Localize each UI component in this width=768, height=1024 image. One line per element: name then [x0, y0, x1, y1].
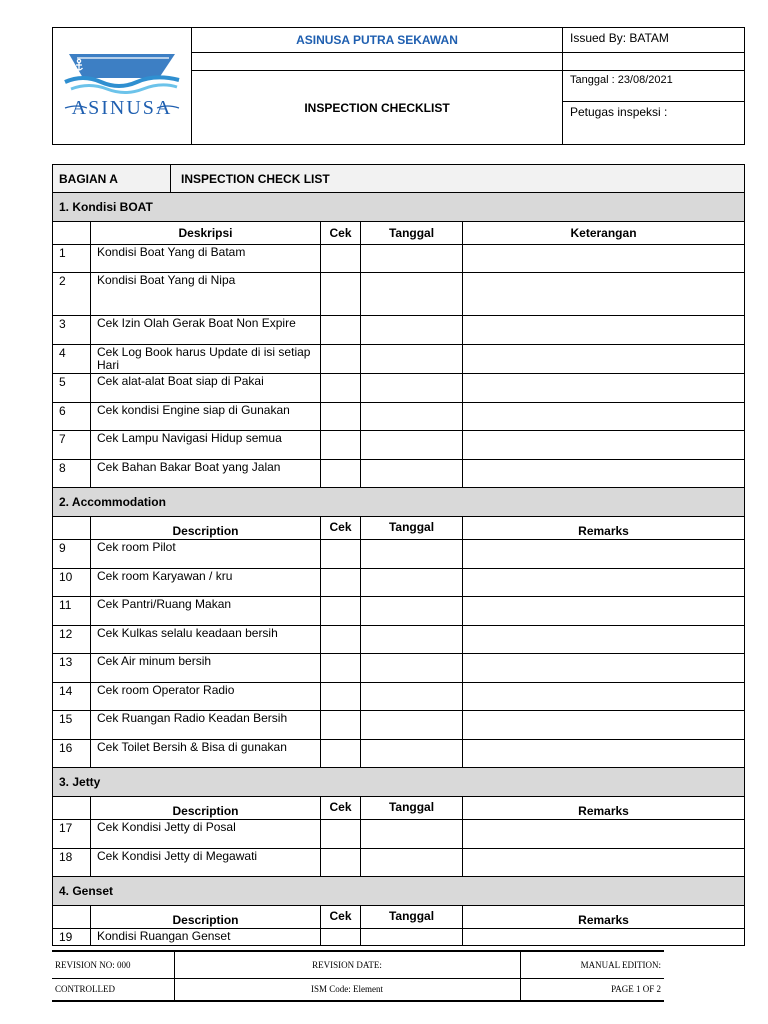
checklist-row	[53, 597, 745, 626]
checklist-row	[53, 431, 745, 460]
item-number: 3	[53, 316, 91, 345]
item-description: Cek Kondisi Jetty di Megawati	[91, 849, 321, 877]
item-description: Cek Kulkas selalu keadaan bersih	[91, 626, 321, 654]
item-description: Cek kondisi Engine siap di Gunakan	[91, 403, 321, 431]
inspection-checklist-table	[52, 164, 745, 946]
remarks-cell[interactable]	[463, 245, 745, 273]
tanggal-cell[interactable]	[361, 345, 463, 374]
item-number: 13	[53, 654, 91, 683]
remarks-cell[interactable]	[463, 711, 745, 740]
column-header-description: Description	[91, 517, 321, 540]
logo-text: ASINUSA	[71, 96, 173, 119]
column-header-tanggal: Tanggal	[361, 906, 463, 929]
cek-cell[interactable]	[321, 740, 361, 768]
cek-cell[interactable]	[321, 569, 361, 597]
item-description: Kondisi Boat Yang di Nipa	[91, 273, 321, 316]
section-header: 1. Kondisi BOAT	[53, 193, 745, 222]
blank-info-cell	[563, 53, 745, 71]
remarks-cell[interactable]	[463, 626, 745, 654]
item-description: Cek Bahan Bakar Boat yang Jalan	[91, 460, 321, 488]
item-description: Cek Air minum bersih	[91, 654, 321, 683]
column-header-row	[53, 517, 745, 540]
tanggal-cell[interactable]	[361, 569, 463, 597]
column-header-cek: Cek	[321, 222, 361, 245]
remarks-cell[interactable]	[463, 374, 745, 403]
column-header-description: Description	[91, 906, 321, 929]
item-number: 17	[53, 820, 91, 849]
item-number: 19	[53, 929, 91, 946]
remarks-cell[interactable]	[463, 273, 745, 316]
asinusa-logo	[57, 48, 187, 122]
tanggal-cell[interactable]	[361, 654, 463, 683]
item-number: 15	[53, 711, 91, 740]
tanggal-cell[interactable]	[361, 597, 463, 626]
remarks-cell[interactable]	[463, 316, 745, 345]
item-description: Cek Toilet Bersih & Bisa di gunakan	[91, 740, 321, 768]
item-number: 2	[53, 273, 91, 316]
cek-cell[interactable]	[321, 711, 361, 740]
item-number: 16	[53, 740, 91, 768]
section-header: 2. Accommodation	[53, 488, 745, 517]
column-header-cek: Cek	[321, 517, 361, 540]
tanggal-cell[interactable]	[361, 540, 463, 569]
item-description: Cek alat-alat Boat siap di Pakai	[91, 374, 321, 403]
remarks-cell[interactable]	[463, 403, 745, 431]
tanggal-cell[interactable]	[361, 849, 463, 877]
cek-cell[interactable]	[321, 849, 361, 877]
tanggal-cell[interactable]	[361, 273, 463, 316]
checklist-row	[53, 626, 745, 654]
checklist-row	[53, 345, 745, 374]
column-header-remarks: Remarks	[463, 906, 745, 929]
remarks-cell[interactable]	[463, 569, 745, 597]
bagian-label: BAGIAN A	[53, 165, 171, 193]
company-name: ASINUSA PUTRA SEKAWAN	[192, 28, 563, 53]
item-number: 10	[53, 569, 91, 597]
item-number: 1	[53, 245, 91, 273]
column-header-remarks: Remarks	[463, 517, 745, 540]
item-number: 11	[53, 597, 91, 626]
column-header-remarks: Remarks	[463, 797, 745, 820]
item-number: 12	[53, 626, 91, 654]
section-header: 4. Genset	[53, 877, 745, 906]
ism-code: ISM Code: Element	[174, 978, 520, 1001]
item-description: Cek room Karyawan / kru	[91, 569, 321, 597]
cek-cell[interactable]	[321, 597, 361, 626]
tanggal-cell[interactable]	[361, 245, 463, 273]
column-header-description: Description	[91, 797, 321, 820]
checklist-row	[53, 374, 745, 403]
cek-cell[interactable]	[321, 316, 361, 345]
column-header-cek: Cek	[321, 906, 361, 929]
item-description: Cek Izin Olah Gerak Boat Non Expire	[91, 316, 321, 345]
column-header-number	[53, 222, 91, 245]
cek-cell[interactable]	[321, 820, 361, 849]
remarks-cell[interactable]	[463, 820, 745, 849]
tanggal-cell[interactable]	[361, 711, 463, 740]
column-header-row	[53, 906, 745, 929]
cek-cell[interactable]	[321, 273, 361, 316]
tanggal-cell[interactable]	[361, 740, 463, 768]
checklist-row	[53, 245, 745, 273]
cek-cell[interactable]	[321, 683, 361, 711]
item-description: Cek Kondisi Jetty di Posal	[91, 820, 321, 849]
column-header-tanggal: Tanggal	[361, 222, 463, 245]
document-title: INSPECTION CHECKLIST	[192, 71, 563, 145]
item-number: 5	[53, 374, 91, 403]
column-header-row	[53, 222, 745, 245]
remarks-cell[interactable]	[463, 597, 745, 626]
manual-edition: MANUAL EDITION:	[520, 951, 664, 978]
cek-cell[interactable]	[321, 431, 361, 460]
item-number: 4	[53, 345, 91, 374]
cek-cell[interactable]	[321, 403, 361, 431]
checklist-row	[53, 711, 745, 740]
controlled-label: CONTROLLED	[55, 984, 115, 995]
remarks-cell[interactable]	[463, 431, 745, 460]
inspection-date: Tanggal : 23/08/2021	[563, 71, 745, 102]
item-description: Kondisi Ruangan Genset	[91, 929, 321, 946]
checklist-row	[53, 929, 745, 946]
checklist-row	[53, 403, 745, 431]
blank-header-cell	[192, 53, 563, 71]
remarks-cell[interactable]	[463, 740, 745, 768]
revision-date: REVISION DATE:	[174, 951, 520, 978]
item-description: Cek room Operator Radio	[91, 683, 321, 711]
tanggal-cell[interactable]	[361, 316, 463, 345]
remarks-cell[interactable]	[463, 683, 745, 711]
tanggal-cell[interactable]	[361, 374, 463, 403]
document-header	[52, 27, 745, 145]
item-description: Cek Ruangan Radio Keadan Bersih	[91, 711, 321, 740]
remarks-cell[interactable]	[463, 654, 745, 683]
column-header-description: Deskripsi	[91, 222, 321, 245]
tanggal-cell[interactable]	[361, 626, 463, 654]
column-header-number	[53, 797, 91, 820]
checklist-row	[53, 849, 745, 877]
page-number: PAGE 1 OF 2	[520, 978, 664, 1001]
item-number: 7	[53, 431, 91, 460]
column-header-number	[53, 517, 91, 540]
revision-no: REVISION NO: 000	[52, 951, 174, 978]
item-description: Cek Log Book harus Update di isi setiap Hari	[91, 345, 321, 374]
tanggal-cell[interactable]	[361, 929, 463, 946]
document-footer	[52, 950, 664, 1002]
column-header-tanggal: Tanggal	[361, 797, 463, 820]
cek-cell[interactable]	[321, 345, 361, 374]
tanggal-cell[interactable]	[361, 820, 463, 849]
remarks-cell[interactable]	[463, 460, 745, 488]
column-header-tanggal: Tanggal	[361, 517, 463, 540]
checklist-row	[53, 740, 745, 768]
checklist-row	[53, 316, 745, 345]
section-header: 3. Jetty	[53, 768, 745, 797]
cek-cell[interactable]	[321, 626, 361, 654]
remarks-cell[interactable]	[463, 929, 745, 946]
checklist-row	[53, 683, 745, 711]
item-description: Cek room Pilot	[91, 540, 321, 569]
tanggal-cell[interactable]	[361, 403, 463, 431]
issued-by: Issued By: BATAM	[563, 28, 745, 53]
column-header-remarks: Keterangan	[463, 222, 745, 245]
cek-cell[interactable]	[321, 374, 361, 403]
logo-cell	[53, 28, 192, 145]
item-number: 8	[53, 460, 91, 488]
checklist-row	[53, 569, 745, 597]
item-description: Cek Lampu Navigasi Hidup semua	[91, 431, 321, 460]
tanggal-cell[interactable]	[361, 431, 463, 460]
cek-cell[interactable]	[321, 460, 361, 488]
column-header-cek: Cek	[321, 797, 361, 820]
item-description: Kondisi Boat Yang di Batam	[91, 245, 321, 273]
checklist-row	[53, 540, 745, 569]
inspector-field: Petugas inspeksi :	[563, 102, 745, 145]
column-header-number	[53, 906, 91, 929]
cek-cell[interactable]	[321, 654, 361, 683]
checklist-row	[53, 654, 745, 683]
checklist-row	[53, 820, 745, 849]
checklist-row	[53, 273, 745, 316]
remarks-cell[interactable]	[463, 345, 745, 374]
cek-cell[interactable]	[321, 245, 361, 273]
item-number: 14	[53, 683, 91, 711]
cek-cell[interactable]	[321, 540, 361, 569]
column-header-row	[53, 797, 745, 820]
tanggal-cell[interactable]	[361, 683, 463, 711]
item-number: 9	[53, 540, 91, 569]
tanggal-cell[interactable]	[361, 460, 463, 488]
item-number: 6	[53, 403, 91, 431]
item-number: 18	[53, 849, 91, 877]
remarks-cell[interactable]	[463, 540, 745, 569]
item-description: Cek Pantri/Ruang Makan	[91, 597, 321, 626]
cek-cell[interactable]	[321, 929, 361, 946]
remarks-cell[interactable]	[463, 849, 745, 877]
checklist-row	[53, 460, 745, 488]
bagian-title: INSPECTION CHECK LIST	[171, 165, 745, 193]
